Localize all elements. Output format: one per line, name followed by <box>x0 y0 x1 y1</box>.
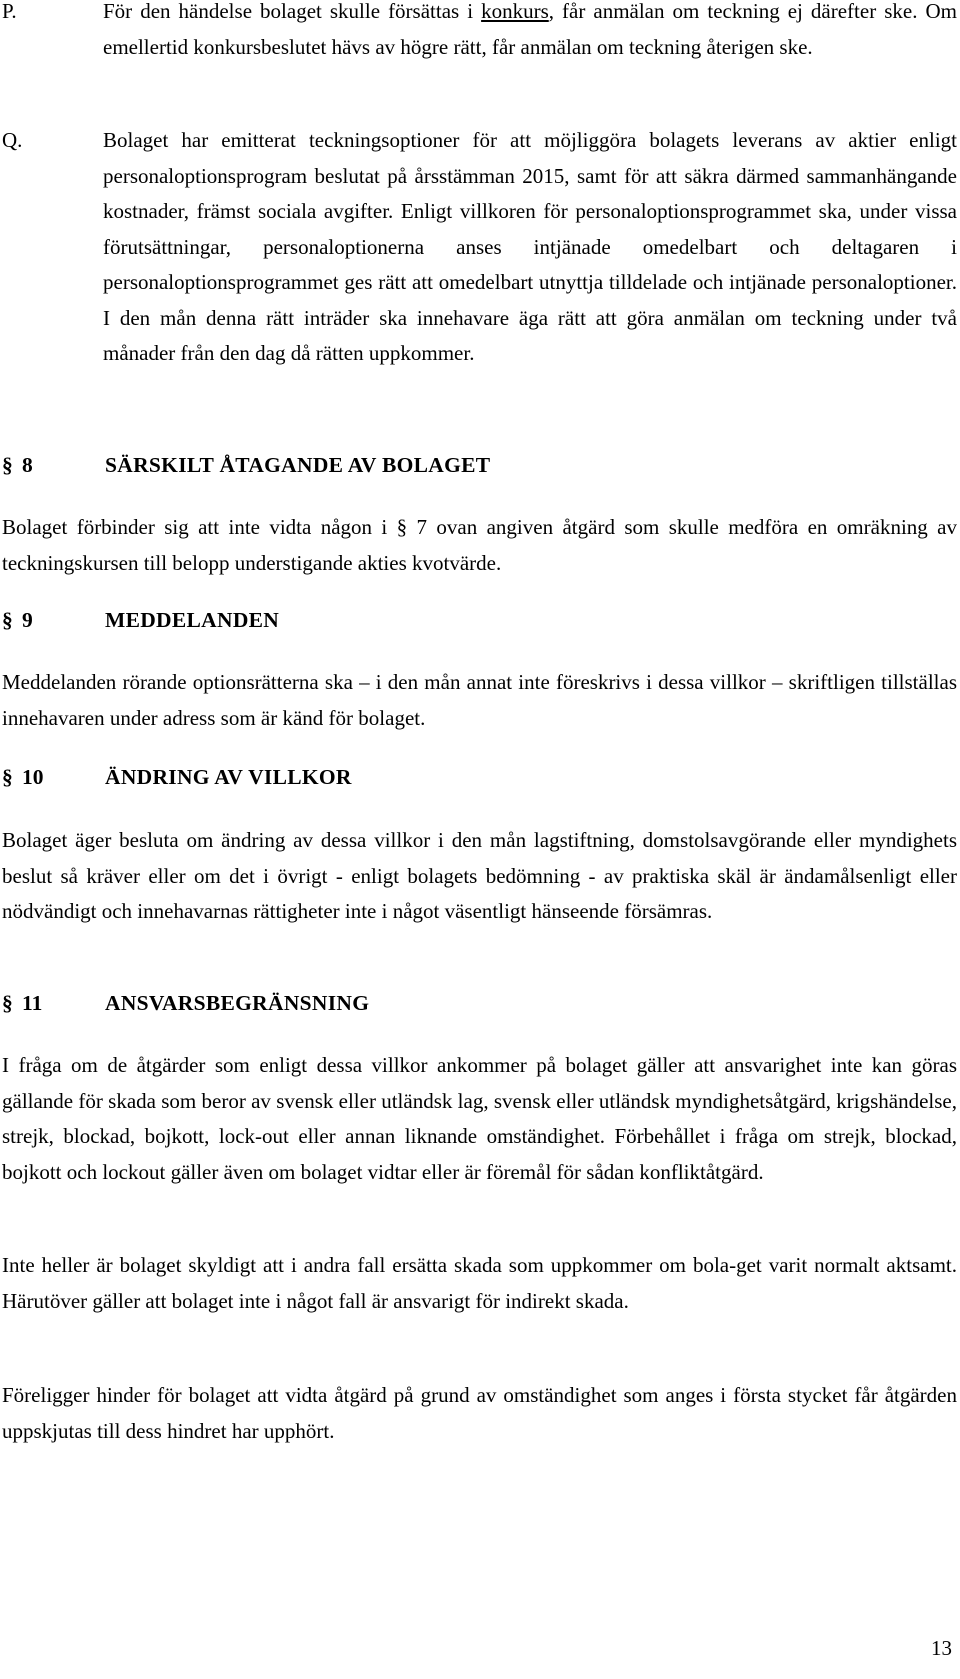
section-9-paragraph: Meddelanden rörande optionsrätterna ska – i den mån annat inte föreskrivs i dessa villkor – skriftligen tillställas innehavaren under adress som är känd för bolaget. <box>2 670 957 730</box>
item-text: Bolaget har emitterat teckningsoptioner för att möjliggöra bolagets leverans av aktier enligt personaloptionsprogram beslutat på årsstämman 2015, samt för att säkra därmed sammanhängande kostnader, främst sociala avgifter. Enligt villkoren för personaloptionsprogrammet ska, under vissa förutsättningar, personaloptionerna anses intjänade omedelbart och deltagaren i personaloptionsprogrammet ges rätt att omedelbart utnyttja tilldelade och intjänade personaloptioner. I den mån denna rätt inträder ska innehavare äga rätt att göra anmälan om teckning under två månader från den dag då rätten uppkommer. <box>103 128 957 365</box>
item-letter: Q. <box>2 128 23 152</box>
section-symbol: § <box>2 453 13 477</box>
section-number: 10 <box>22 765 44 789</box>
section-symbol: § <box>2 991 13 1015</box>
section-number: 9 <box>22 608 33 632</box>
list-item-q <box>0 123 960 372</box>
list-item-p <box>0 0 960 65</box>
section-11-paragraph-1: I fråga om de åtgärder som enligt dessa villkor ankommer på bolaget gäller att ansvarighet inte kan göras gällande för skada som beror av svensk eller utländsk lag, svensk eller utländsk myndighetsåtgärd, krigshändelse, strejk, blockad, bojkott, lock-out eller annan liknande omständighet. Förbehållet i fråga om strejk, blockad, bojkott och lockout gäller även om bolaget vidtar eller är föremål för sådan konfliktåtgärd. <box>2 1053 957 1184</box>
section-8-paragraph: Bolaget förbinder sig att inte vidta någon i § 7 ovan angiven åtgärd som skulle medföra en omräkning av teckningskursen till belopp understigande akties kvotvärde. <box>2 515 957 575</box>
section-number: 11 <box>22 991 43 1015</box>
section-11-paragraph-3: Föreligger hinder för bolaget att vidta åtgärd på grund av omständighet som anges i första stycket får åtgärden uppskjutas till dess hindret har upphört. <box>2 1383 957 1443</box>
section-10-paragraph: Bolaget äger besluta om ändring av dessa villkor i den mån lagstiftning, domstolsavgörande eller myndighets beslut så kräver eller om det i övrigt - enligt bolagets bedömning - av praktiska skäl är ändamålsenligt eller nödvändigt och innehavarnas rättigheter inte i något väsentligt hänseende försämras. <box>2 828 957 923</box>
section-symbol: § <box>2 765 13 789</box>
section-symbol: § <box>2 608 13 632</box>
section-11-paragraph-2: Inte heller är bolaget skyldigt att i andra fall ersätta skada som uppkommer om bola-get varit normalt aktsamt. Härutöver gäller att bolaget inte i något fall är ansvarigt för indirekt skada. <box>2 1253 957 1313</box>
konkurs-link[interactable]: konkurs <box>481 0 549 23</box>
section-title: ÄNDRING AV VILLKOR <box>105 765 352 789</box>
section-title: SÄRSKILT ÅTAGANDE AV BOLAGET <box>105 453 491 477</box>
section-title: ANSVARSBEGRÄNSNING <box>105 991 370 1015</box>
item-text-part: För den händelse bolaget skulle försättas i <box>103 0 482 23</box>
section-title: MEDDELANDEN <box>105 608 280 632</box>
section-number: 8 <box>22 453 33 477</box>
item-text <box>103 0 957 65</box>
item-text-part: , får anmälan om teckning ej därefter ske. Om emellertid konkursbeslutet hävs av högre rätt, får anmälan om teckning återigen ske. <box>103 0 957 59</box>
item-letter: P. <box>2 0 17 23</box>
page-number: 13 <box>931 1636 952 1660</box>
